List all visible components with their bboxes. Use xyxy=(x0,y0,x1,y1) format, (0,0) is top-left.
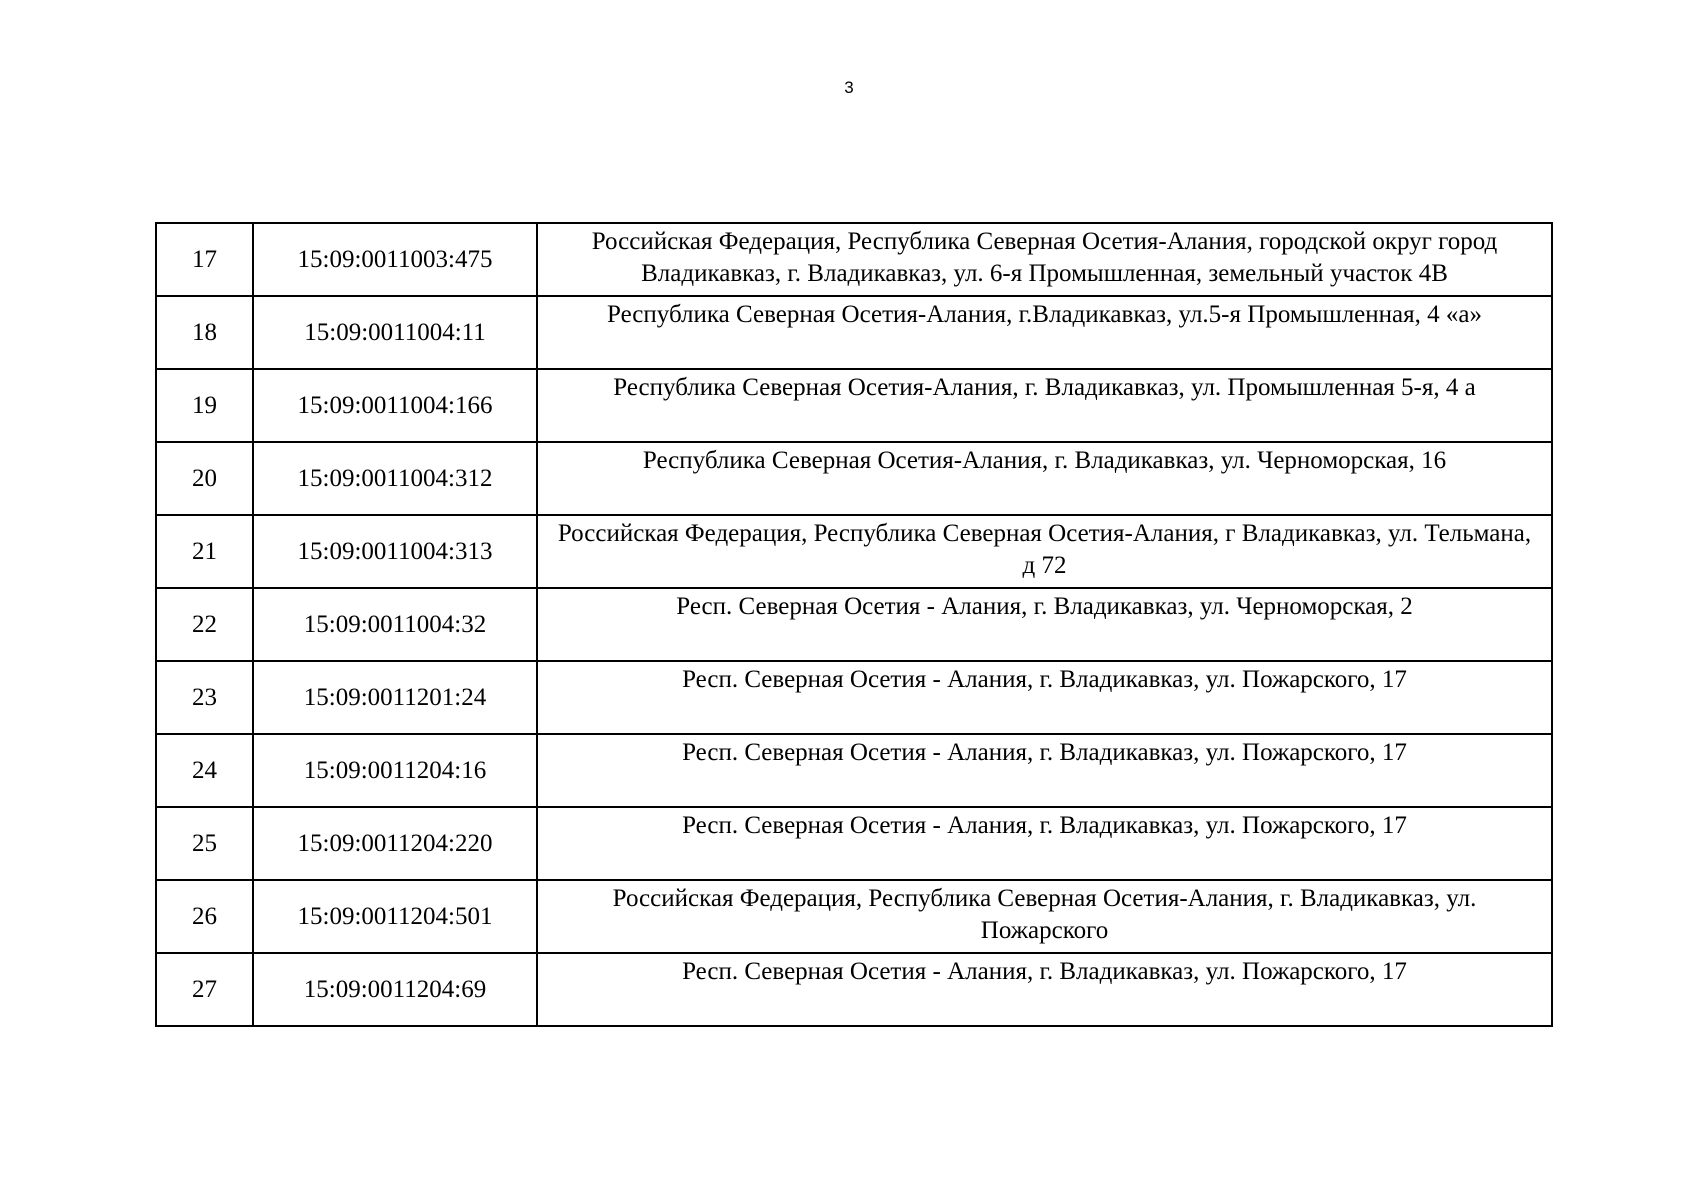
address: Респ. Северная Осетия - Алания, г. Владикавказ, ул. Пожарского, 17 xyxy=(537,734,1552,807)
cadastral-number: 15:09:0011004:32 xyxy=(253,588,537,661)
cadastral-number: 15:09:0011004:312 xyxy=(253,442,537,515)
address: Респ. Северная Осетия - Алания, г. Владикавказ, ул. Пожарского, 17 xyxy=(537,807,1552,880)
cadastral-number: 15:09:0011004:313 xyxy=(253,515,537,588)
table-row xyxy=(156,880,1552,953)
table-row xyxy=(156,515,1552,588)
cadastral-number: 15:09:0011003:475 xyxy=(253,223,537,296)
address: Российская Федерация, Республика Северная Осетия-Алания, городской округ город Владикавказ, г. Владикавказ, ул. 6-я Промышленная, земельный участок 4В xyxy=(537,223,1552,296)
row-number: 18 xyxy=(156,296,253,369)
row-number: 23 xyxy=(156,661,253,734)
address: Республика Северная Осетия-Алания, г.Владикавказ, ул.5-я Промышленная, 4 «а» xyxy=(537,296,1552,369)
row-number: 21 xyxy=(156,515,253,588)
land-plot-table xyxy=(155,222,1553,1027)
address: Респ. Северная Осетия - Алания, г. Владикавказ, ул. Черноморская, 2 xyxy=(537,588,1552,661)
address: Респ. Северная Осетия - Алания, г. Владикавказ, ул. Пожарского, 17 xyxy=(537,953,1552,1026)
table-row xyxy=(156,223,1552,296)
address: Республика Северная Осетия-Алания, г. Владикавказ, ул. Черноморская, 16 xyxy=(537,442,1552,515)
table-row xyxy=(156,369,1552,442)
table-row xyxy=(156,953,1552,1026)
table-row xyxy=(156,807,1552,880)
cadastral-number: 15:09:0011004:11 xyxy=(253,296,537,369)
address: Российская Федерация, Республика Северная Осетия-Алания, г Владикавказ, ул. Тельмана, д 72 xyxy=(537,515,1552,588)
row-number: 20 xyxy=(156,442,253,515)
cadastral-number: 15:09:0011204:16 xyxy=(253,734,537,807)
row-number: 26 xyxy=(156,880,253,953)
address: Респ. Северная Осетия - Алания, г. Владикавказ, ул. Пожарского, 17 xyxy=(537,661,1552,734)
row-number: 19 xyxy=(156,369,253,442)
table-row xyxy=(156,442,1552,515)
table-row xyxy=(156,296,1552,369)
row-number: 27 xyxy=(156,953,253,1026)
row-number: 17 xyxy=(156,223,253,296)
table-row xyxy=(156,661,1552,734)
row-number: 24 xyxy=(156,734,253,807)
table-row xyxy=(156,588,1552,661)
cadastral-number: 15:09:0011004:166 xyxy=(253,369,537,442)
row-number: 22 xyxy=(156,588,253,661)
cadastral-number: 15:09:0011204:220 xyxy=(253,807,537,880)
table-row xyxy=(156,734,1552,807)
address: Республика Северная Осетия-Алания, г. Владикавказ, ул. Промышленная 5-я, 4 а xyxy=(537,369,1552,442)
cadastral-number: 15:09:0011201:24 xyxy=(253,661,537,734)
row-number: 25 xyxy=(156,807,253,880)
cadastral-number: 15:09:0011204:501 xyxy=(253,880,537,953)
address: Российская Федерация, Республика Северная Осетия-Алания, г. Владикавказ, ул. Пожарского xyxy=(537,880,1552,953)
page-number: 3 xyxy=(844,78,854,97)
cadastral-number: 15:09:0011204:69 xyxy=(253,953,537,1026)
